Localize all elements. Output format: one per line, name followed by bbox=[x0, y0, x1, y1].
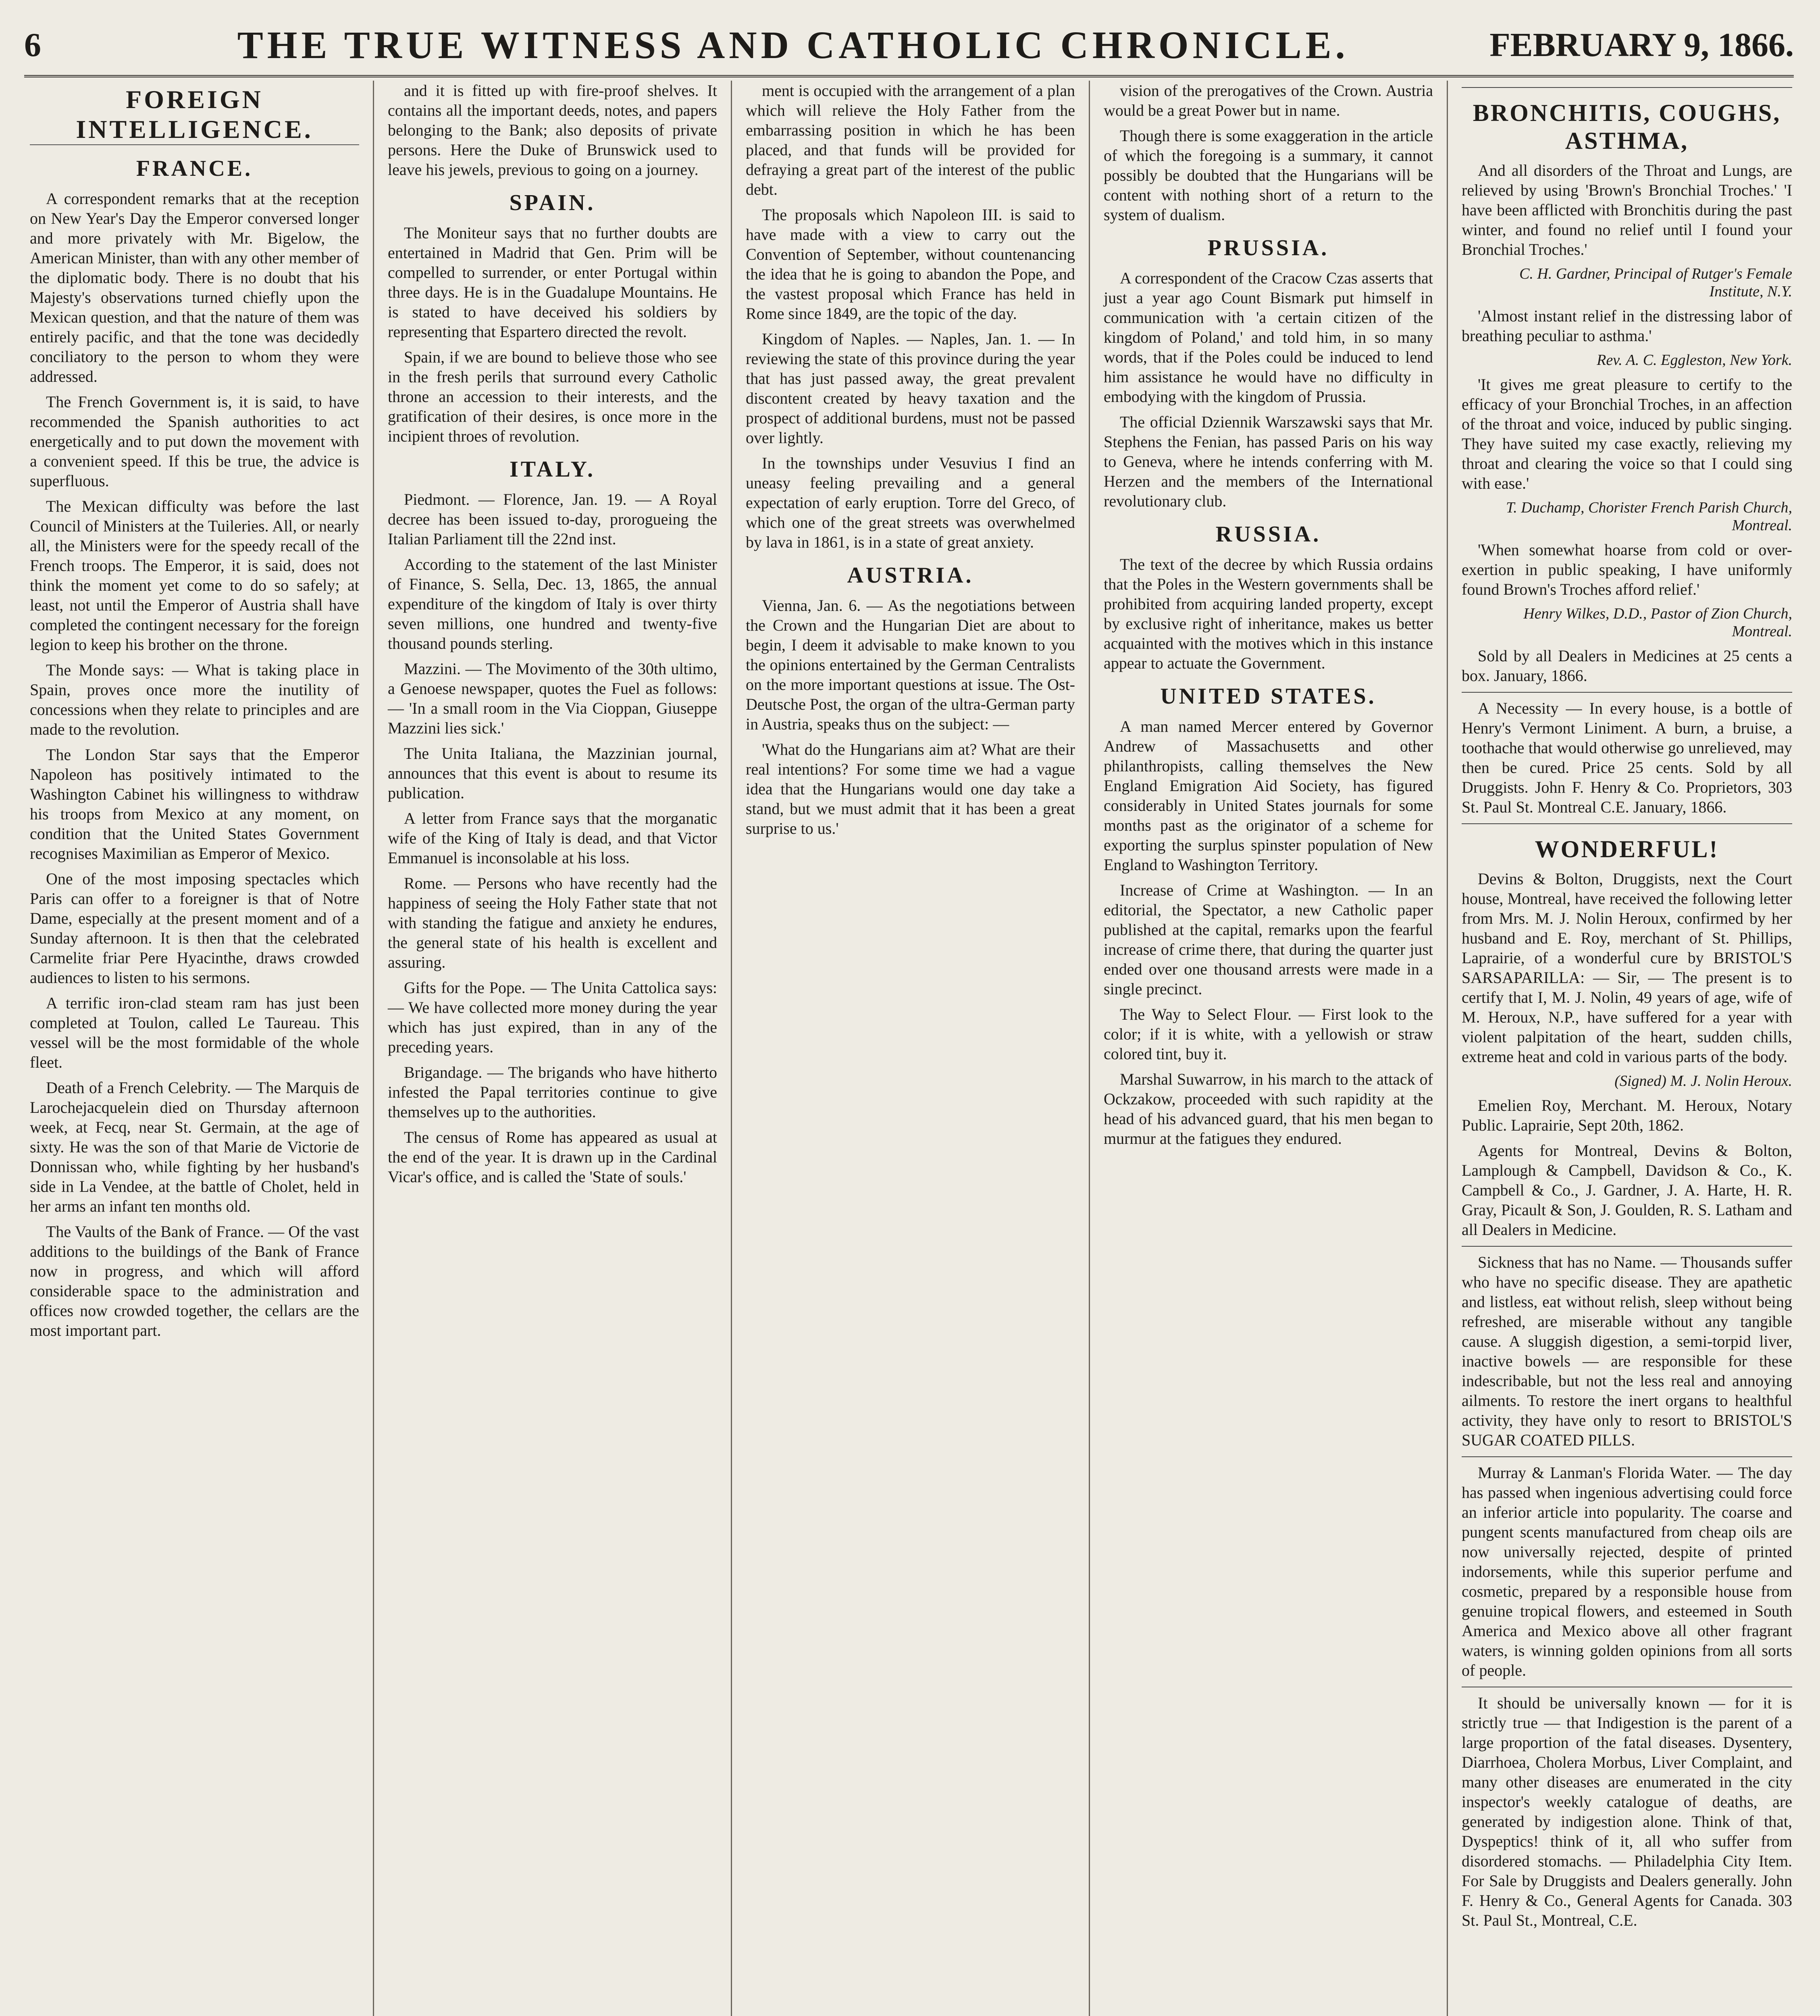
article-paragraph: Piedmont. — Florence, Jan. 19. — A Royal decree has been issued to-day, prorogueing the Italian Parliament till the 22nd inst. bbox=[388, 490, 717, 548]
article-paragraph: vision of the prerogatives of the Crown. Austria would be a great Power but in name. bbox=[1104, 81, 1433, 119]
column-4 bbox=[1090, 81, 1448, 2016]
heading-france: FRANCE. bbox=[136, 156, 253, 181]
ad-signature: C. H. Gardner, Principal of Rutger's Female Institute, N.Y. bbox=[1519, 265, 1792, 300]
heading-prussia: PRUSSIA. bbox=[1207, 235, 1329, 260]
article-paragraph: A man named Mercer entered by Governor Andrew of Massachusetts and other philanthropists, calling themselves the New England Emigration Aid Society, has figured considerably in United States journals for some months past as the originator of a scheme for exporting the surplus spinster population of New England to Washington Territory. bbox=[1104, 717, 1433, 874]
column-1 bbox=[16, 81, 374, 2016]
ad-florida-water bbox=[1462, 1456, 1792, 1680]
ad-signature: (Signed) M. J. Nolin Heroux. bbox=[1614, 1073, 1792, 1089]
ad-text: Devins & Bolton, Druggists, next the Court house, Montreal, have received the following letter from Mrs. M. J. Nolin Heroux, confirmed by her husband and E. Roy, merchant of St. Phillips, Laprairie, of a wonderful cure by BRISTOL'S SARSAPARILLA: — Sir, — The present is to certify that I, M. J. Nolin, 49 years of age, wife of M. Heroux, N.P., have suffered for a year with violent palpitation of the heart, sudden chills, extreme heat and cold in various parts of the body. bbox=[1462, 870, 1792, 1066]
article-paragraph: Gifts for the Pope. — The Unita Cattolica says: — We have collected more money during the year which has just expired, than in any of the preceding years. bbox=[388, 979, 717, 1056]
article-paragraph: Spain, if we are bound to believe those who see in the fresh perils that surround every Catholic throne an accession to their interests, and the gratification of their desires, is once more in the incipient throes of revolution. bbox=[388, 348, 717, 445]
article-paragraph: Rome. — Persons who have recently had the happiness of seeing the Holy Father state that not with standing the fatigue and anxiety he endures, the general state of his health is excellent and assuring. bbox=[388, 874, 717, 971]
article-paragraph: The Monde says: — What is taking place in Spain, proves once more the inutility of concessions when they relate to principles and are made to the revolution. bbox=[30, 661, 359, 738]
article-paragraph: The text of the decree by which Russia ordains that the Poles in the Western governments shall be prohibited from acquiring landed property, except by exclusive right of inheritance, makes us better acquainted with the motives which in this instance appear to actuate the Government. bbox=[1104, 555, 1433, 672]
article-paragraph: A correspondent of the Cracow Czas asserts that just a year ago Count Bismark put himself in communication with 'a certain citizen of the kingdom of Poland,' and told him, in so many words, that if the Poles could be induced to lend him assistance he would have no difficulty in embodying with the kingdom of Prussia. bbox=[1104, 269, 1433, 406]
newspaper-title: THE TRUE WITNESS AND CATHOLIC CHRONICLE. bbox=[237, 23, 1349, 67]
page-columns bbox=[16, 81, 1806, 2016]
ad-text: Agents for Montreal, Devins & Bolton, Lamplough & Campbell, Davidson & Co., K. Campbell & Co., J. Gardner, J. A. Harte, H. R. Gray, Picault & Son, J. Goulden, R. S. Latham and all Dealers in Medicine. bbox=[1462, 1141, 1792, 1239]
article-paragraph: A letter from France says that the morganatic wife of the King of Italy is dead, and that Victor Emmanuel is inconsolable at his loss. bbox=[388, 809, 717, 867]
ad-text: 'When somewhat hoarse from cold or over-exertion in public speaking, I have uniformly found Brown's Troches afford relief.' bbox=[1462, 541, 1792, 598]
article-paragraph: The London Star says that the Emperor Napoleon has positively intimated to the Washington Cabinet his willingness to withdraw his troops from Mexico at any moment, on condition that the United States Government recognises Maximilian as Emperor of Mexico. bbox=[30, 746, 359, 862]
article-paragraph: A terrific iron-clad steam ram has just been completed at Toulon, called Le Taureau. This vessel will be the most formidable of the whole fleet. bbox=[30, 994, 359, 1071]
ad-title: WONDERFUL! bbox=[1535, 836, 1719, 862]
ad-text: Sold by all Dealers in Medicines at 25 cents a box. January, 1866. bbox=[1462, 647, 1792, 685]
column-2 bbox=[374, 81, 732, 2016]
ad-text: Sickness that has no Name. — Thousands suffer who have no specific disease. They are apathetic and listless, eat without relish, sleep without being refreshed, are miserable without any tangible cause. A sluggish digestion, a semi-torpid liver, inactive bowels — are responsible for these indescribable, but not the less real and annoying ailments. To restore the inert organs to healthful activity, they have only to resort to BRISTOL'S SUGAR COATED PILLS. bbox=[1462, 1253, 1792, 1449]
article-paragraph: 'What do the Hungarians aim at? What are their real intentions? For some time we had a vague idea that the Hungarians would one day take a stand, but we must admit that it has been a great surprise to us.' bbox=[746, 740, 1075, 837]
heading-italy: ITALY. bbox=[510, 457, 595, 482]
article-paragraph: In the townships under Vesuvius I find an uneasy feeling prevailing and a general expectation of early eruption. Torre del Greco, of which one of the great streets was overwhelmed by lava in 1861, is in a state of great anxiety. bbox=[746, 454, 1075, 551]
page-number: 6 bbox=[24, 26, 41, 64]
issue-date: FEBRUARY 9, 1866. bbox=[1489, 26, 1794, 64]
article-paragraph: Death of a French Celebrity. — The Marquis de Larochejacquelein died on Thursday afternoon week, at Fecq, near St. Germain, at the age of sixty. He was the son of that Marie de Victorie de Donnissan who, while fighting by her husband's side in La Vendee, at the battle of Cholet, held in her arms an infant ten months old. bbox=[30, 1079, 359, 1215]
ad-text: 'Almost instant relief in the distressing labor of breathing peculiar to asthma.' bbox=[1462, 307, 1792, 345]
heading-austria: AUSTRIA. bbox=[847, 563, 974, 588]
article-paragraph: The Vaults of the Bank of France. — Of the vast additions to the buildings of the Bank of France now in progress, and which will afford considerable space to the administration and offices now crowded together, the cellars are the most important part. bbox=[30, 1223, 359, 1339]
article-paragraph: and it is fitted up with fire-proof shelves. It contains all the important deeds, notes, and papers belonging to the Bank; also deposits of private persons. Here the Duke of Brunswick used to leave his jewels, previous to going on a journey. bbox=[388, 81, 717, 179]
ad-bristols-sarsaparilla bbox=[1462, 823, 1792, 1239]
article-paragraph: The Unita Italiana, the Mazzinian journal, announces that this event is about to resume its publication. bbox=[388, 744, 717, 802]
section-banner: FOREIGN INTELLIGENCE. bbox=[30, 85, 359, 145]
article-paragraph: Brigandage. — The brigands who have hitherto infested the Papal territories continue to give themselves up to the authorities. bbox=[388, 1063, 717, 1121]
ad-text: Murray & Lanman's Florida Water. — The day has passed when ingenious advertising could force an inferior article into popularity. The coarse and pungent scents manufactured from cheap oils are now universally rejected, despite of printed indorsements, while this superior perfume and cosmetic, prepared by a responsible house from genuine tropical flowers, and esteemed in South America and Mexico above all other fragrant waters, is winning golden opinions from all sorts of people. bbox=[1462, 1464, 1792, 1679]
heading-spain: SPAIN. bbox=[509, 190, 596, 215]
article-paragraph: One of the most imposing spectacles which Paris can offer to a foreigner is that of Notre Dame, especially at the present moment and of a Sunday afternoon. It is then that the celebrated Carmelite friar Pere Hyacinthe, draws crowded audiences to listen to his sermons. bbox=[30, 870, 359, 987]
ad-bronchial-troches bbox=[1462, 87, 1792, 685]
ad-text: It should be universally known — for it is strictly true — that Indigestion is the parent of a large proportion of the fatal diseases. Dysentery, Diarrhoea, Cholera Morbus, Liver Complaint, and many other diseases are enumerated in the city inspector's weekly catalogue of deaths, are generated by indigestion alone. Think of that, Dyspeptics! think of it, all who suffer from disordered stomachs. — Philadelphia City Item. For Sale by Druggists and Dealers generally. John F. Henry & Co., General Agents for Canada. 303 St. Paul St., Montreal, C.E. bbox=[1462, 1694, 1792, 1929]
article-paragraph: Kingdom of Naples. — Naples, Jan. 1. — In reviewing the state of this province during the year that has just passed away, the great prevalent discontent created by heavy taxation and the prospect of additional burdens, must not be passed over lightly. bbox=[746, 330, 1075, 447]
article-paragraph: Marshal Suwarrow, in his march to the attack of Ockzakow, proceeded with such rapidity at the head of his advanced guard, that his men began to murmur at the fatigues they endured. bbox=[1104, 1070, 1433, 1148]
column-3 bbox=[732, 81, 1090, 2016]
ad-signature: Rev. A. C. Eggleston, New York. bbox=[1597, 352, 1792, 369]
ad-vermont-liniment bbox=[1462, 692, 1792, 817]
ad-title: BRONCHITIS, COUGHS, ASTHMA, bbox=[1473, 100, 1781, 154]
ad-text: 'It gives me great pleasure to certify to the efficacy of your Bronchial Troches, in an affection of the throat and voice, induced by public singing. They have suited my case exactly, relieving my throat and clearing the voice so that I could sing with ease.' bbox=[1462, 375, 1792, 492]
article-paragraph: The official Dziennik Warszawski says that Mr. Stephens the Fenian, has passed Paris on his way to Geneva, where he intends conferring with M. Herzen and the members of the International revolutionary club. bbox=[1104, 413, 1433, 510]
ad-bristols-pills bbox=[1462, 1246, 1792, 1450]
ad-text: Emelien Roy, Merchant. M. Heroux, Notary Public. Laprairie, Sept 20th, 1862. bbox=[1462, 1096, 1792, 1134]
article-paragraph: The French Government is, it is said, to have recommended the Spanish authorities to act energetically and to put down the movement with a convenient speed. If this be true, the advice is superfluous. bbox=[30, 393, 359, 490]
article-paragraph: The Moniteur says that no further doubts are entertained in Madrid that Gen. Prim will be compelled to surrender, or enter Portugal within three days. He is in the Guadalupe Mountains. He is stated to have deceived his soldiers by representing that Espartero directed the revolt. bbox=[388, 224, 717, 341]
ad-signature: Henry Wilkes, D.D., Pastor of Zion Church, Montreal. bbox=[1523, 605, 1792, 640]
article-paragraph: The proposals which Napoleon III. is said to have made with a view to carry out the Convention of September, without countenancing the idea that he is going to abandon the Pope, and the vastest proposal which France has held in Rome since 1849, are the topic of the day. bbox=[746, 206, 1075, 323]
masthead bbox=[24, 15, 1794, 77]
article-paragraph: Though there is some exaggeration in the article of which the foregoing is a summary, it cannot possibly be doubted that the Hungarians will be content with nothing short of a return to the system of dualism. bbox=[1104, 127, 1433, 224]
article-paragraph: The Mexican difficulty was before the last Council of Ministers at the Tuileries. All, or nearly all, the Ministers were for the speedy recall of the French troops. The Emperor, it is said, does not think the moment yet come to do so safely; at least, not until the Emperor of Austria shall have completed the contingent necessary for the foreign legion to keep his brother on the throne. bbox=[30, 497, 359, 654]
ad-signature: T. Duchamp, Chorister French Parish Church, Montreal. bbox=[1506, 499, 1792, 534]
article-paragraph: Increase of Crime at Washington. — In an editorial, the Spectator, a new Catholic paper published at the capital, remarks upon the fearful increase of crime there, that during the quarter just ended over one thousand arrests were made in a single precinct. bbox=[1104, 881, 1433, 998]
ad-text: And all disorders of the Throat and Lungs, are relieved by using 'Brown's Bronchial Troches.' 'I have been afflicted with Bronchitis during the past winter, and found no relief until I found your Bronchial Troches.' bbox=[1462, 161, 1792, 258]
ad-text: A Necessity — In every house, is a bottle of Henry's Vermont Liniment. A burn, a bruise, a toothache that would otherwise go unrelieved, may then be cured. Price 25 cents. Sold by all Druggists. John F. Henry & Co. Proprietors, 303 St. Paul St. Montreal C.E. January, 1866. bbox=[1462, 699, 1792, 816]
ad-indigestion bbox=[1462, 1687, 1792, 1930]
column-5-advertisements bbox=[1448, 81, 1806, 2016]
article-paragraph: ment is occupied with the arrangement of a plan which will relieve the Holy Father from the embarrassing position in which he has been placed, and that funds will be provided for defraying a great part of the interest of the public debt. bbox=[746, 81, 1075, 198]
heading-russia: RUSSIA. bbox=[1215, 522, 1321, 547]
heading-united-states: UNITED STATES. bbox=[1160, 684, 1377, 709]
article-paragraph: The Way to Select Flour. — First look to the color; if it is white, with a yellowish or straw colored tint, buy it. bbox=[1104, 1005, 1433, 1063]
article-paragraph: A correspondent remarks that at the reception on New Year's Day the Emperor conversed longer and more privately with Mr. Bigelow, the American Minister, than with any other member of the diplomatic body. There is no doubt that his Majesty's observations turned chiefly upon the Mexican question, and that the nature of them was entirely pacific, and that the tone was decidedly conciliatory to the person to whom they were addressed. bbox=[30, 190, 359, 385]
article-paragraph: Mazzini. — The Movimento of the 30th ultimo, a Genoese newspaper, quotes the Fuel as follows: — 'In a small room in the Via Cioppan, Giuseppe Mazzini lies sick.' bbox=[388, 660, 717, 737]
article-paragraph: According to the statement of the last Minister of Finance, S. Sella, Dec. 13, 1865, the annual expenditure of the kingdom of Italy is over thirty seven millions, one hundred and twenty-five thousand pounds sterling. bbox=[388, 555, 717, 652]
article-paragraph: The census of Rome has appeared as usual at the end of the year. It is drawn up in the Cardinal Vicar's office, and is called the 'State of souls.' bbox=[388, 1128, 717, 1186]
article-paragraph: Vienna, Jan. 6. — As the negotiations between the Crown and the Hungarian Diet are about to begin, I deem it advisable to make known to you the opinions entertained by the German Centralists on the more important questions at issue. The Ost-Deutsche Post, the organ of the ultra-German party in Austria, speaks thus on the subject: — bbox=[746, 596, 1075, 733]
